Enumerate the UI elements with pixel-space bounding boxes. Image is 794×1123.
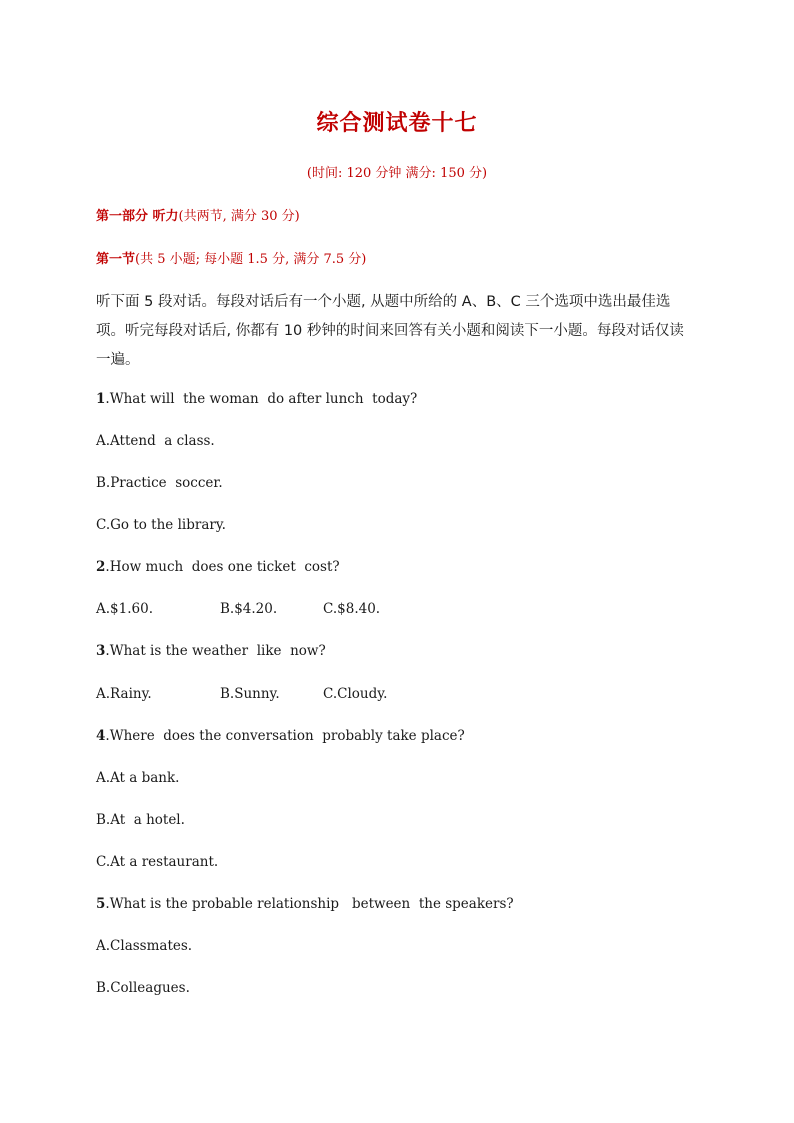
q3-option-c: C.Cloudy. [323, 686, 388, 702]
q3-option-a: A.Rainy. [96, 686, 152, 702]
question-number: 2 [96, 559, 106, 575]
q5-option-b: B.Colleagues. [96, 980, 190, 996]
question-text: .How much does one ticket cost? [105, 559, 340, 575]
q1-option-c: C.Go to the library. [96, 517, 226, 533]
part-heading-lead: 第一部分 听力 [96, 209, 179, 224]
q1-option-a: A.Attend a class. [96, 433, 215, 449]
question-text: .What is the weather like now? [105, 643, 326, 659]
exam-time-score: (时间: 120 分钟 满分: 150 分) [306, 166, 488, 181]
q4-option-c: C.At a restaurant. [96, 854, 219, 870]
q1-option-b: B.Practice soccer. [96, 475, 223, 491]
question-text: .What is the probable relationship between the speakers? [105, 896, 514, 912]
question-1 [96, 391, 417, 407]
part-heading [96, 205, 300, 224]
question-text: .What will the woman do after lunch today? [105, 391, 418, 407]
q2-option-b: B.$4.20. [220, 601, 278, 617]
q3-option-b: B.Sunny. [220, 686, 280, 702]
page-title: 综合测试卷十七 [316, 111, 478, 136]
question-4 [96, 728, 465, 744]
q4-option-a: A.At a bank. [96, 770, 180, 786]
q2-option-a: A.$1.60. [96, 601, 153, 617]
q5-option-a: A.Classmates. [96, 938, 193, 954]
part-heading-tail: (共两节, 满分 30 分) [178, 209, 300, 224]
section-heading-tail: (共 5 小题; 每小题 1.5 分, 满分 7.5 分) [135, 252, 367, 267]
question-3 [96, 643, 326, 659]
question-number: 1 [96, 391, 106, 407]
question-5 [96, 896, 514, 912]
question-2 [96, 559, 340, 575]
question-number: 5 [96, 896, 106, 912]
question-number: 4 [96, 728, 106, 744]
q4-option-b: B.At a hotel. [96, 812, 185, 828]
question-text: .Where does the conversation probably take place? [105, 728, 465, 744]
question-number: 3 [96, 643, 106, 659]
section-heading-lead: 第一节 [96, 252, 136, 267]
section-heading [96, 248, 366, 267]
q2-option-c: C.$8.40. [323, 601, 381, 617]
listening-instructions: 听下面 5 段对话。每段对话后有一个小题, 从题中所给的 A、B、C 三个选项中选出最佳选项。听完每段对话后, 你都有 10 秒钟的时间来回答有关小题和阅读下一小题。每段对话仅读一遍。 [96, 294, 684, 368]
